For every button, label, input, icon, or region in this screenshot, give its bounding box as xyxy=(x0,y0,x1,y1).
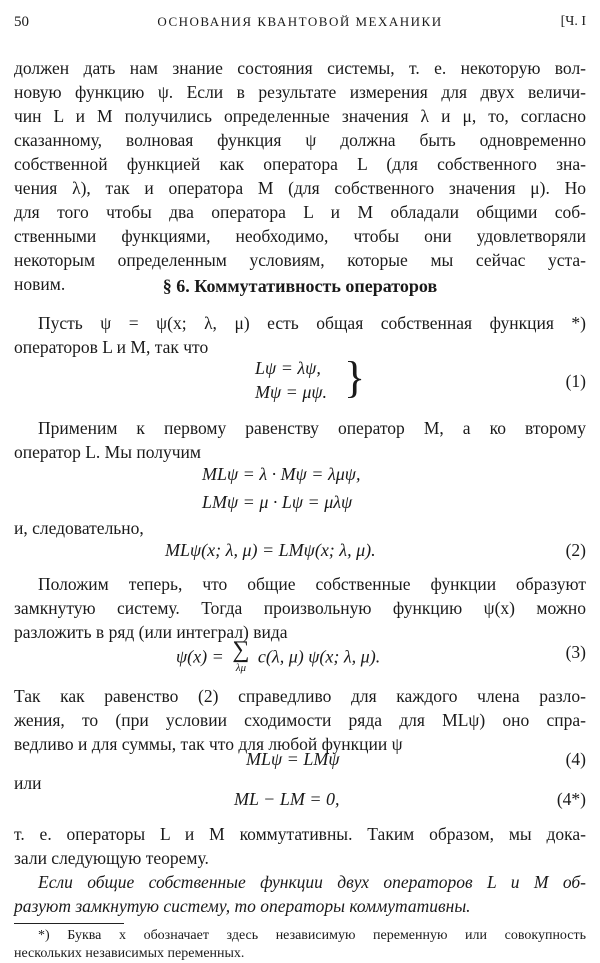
equation-line: MLψ = λ · Mψ = λμψ, xyxy=(202,464,361,484)
theorem-statement xyxy=(14,870,586,918)
paragraph-apply xyxy=(14,416,586,464)
chapter-label: [Ч. I xyxy=(560,14,586,29)
text-line: ственными функциями, необходимо, чтобы они удовлетворяли xyxy=(14,226,586,246)
brace-symbol: } xyxy=(344,353,366,402)
equation-number: (4*) xyxy=(556,789,586,809)
text-line: разуют замкнутую систему, то операторы коммутативны. xyxy=(14,896,471,916)
equation-line: Lψ = λψ, xyxy=(255,358,321,378)
equation-number: (4) xyxy=(565,749,586,769)
page-header xyxy=(14,14,586,36)
text-line: некоторым определенным условиям, которые мы сейчас уста- xyxy=(14,250,586,270)
text-line: Если общие собственные функции двух операторов L и M об- xyxy=(38,872,586,892)
text-line: должен дать нам знание состояния системы, т. е. некоторую вол- xyxy=(14,58,586,78)
section-heading: § 6. Коммутативность операторов xyxy=(162,276,438,296)
sigma-symbol: ∑ xyxy=(232,637,250,663)
text-line: т. е. операторы L и M коммутативны. Таким образом, мы дока- xyxy=(14,824,586,844)
text-line: *) Буква x обозначает здесь независимую переменную или совокупность xyxy=(38,928,586,943)
equation-4: MLψ = LMψ xyxy=(246,749,340,769)
text-line: и, следовательно, xyxy=(14,518,144,538)
equation-commute-steps xyxy=(202,460,360,516)
paragraph-series xyxy=(14,684,586,756)
text-line: зали следующую теорему. xyxy=(14,848,209,868)
text-line: для того чтобы два оператора L и M обладали общими соб- xyxy=(14,202,586,222)
text-line: ведливо и для суммы, так что для любой функции ψ xyxy=(14,734,403,754)
text-line: чения λ), так и оператора M (для собственного значения μ). Но xyxy=(14,178,586,198)
running-title: ОСНОВАНИЯ КВАНТОВОЙ МЕХАНИКИ xyxy=(157,14,443,29)
equation-number: (1) xyxy=(565,371,586,391)
text-line: Так как равенство (2) справедливо для каждого члена разло- xyxy=(14,686,586,706)
summation-symbol xyxy=(232,637,250,674)
text-line: операторов L и M, так что xyxy=(14,337,209,357)
equation-3 xyxy=(176,637,381,674)
paragraph-therefore xyxy=(14,516,586,540)
equation-1 xyxy=(255,356,327,404)
text-line: сказанному, волновая функция ψ должна быть одновременно xyxy=(14,130,586,150)
text-line: или xyxy=(14,773,42,793)
summation-index: λμ xyxy=(235,662,247,674)
text-line: Положим теперь, что общие собственные функции образуют xyxy=(38,574,586,594)
page-number: 50 xyxy=(14,14,29,30)
text-line: оператор L. Мы получим xyxy=(14,442,201,462)
text-line: Применим к первому равенству оператор M, а ко второму xyxy=(38,418,586,438)
equation-4-star: ML − LM = 0, xyxy=(234,789,340,809)
text-line: замкнутую систему. Тогда произвольную функцию ψ(x) можно xyxy=(14,598,586,618)
text-line: жения, то (при условии сходимости ряда для MLψ) оно спра- xyxy=(14,710,586,730)
text-line: новую функцию ψ. Если в результате измерения для двух величи- xyxy=(14,82,586,102)
text-line: разложить в ряд (или интеграл) вида xyxy=(14,622,288,642)
text-line: чин L и M получились определенные значения λ и μ, то, согласно xyxy=(14,106,586,126)
paragraph-closed-system xyxy=(14,572,586,644)
equation-number: (2) xyxy=(565,540,586,560)
equation-2: MLψ(x; λ, μ) = LMψ(x; λ, μ). xyxy=(165,540,376,560)
footnote xyxy=(14,927,586,963)
text-line: новим. xyxy=(14,274,66,294)
text-line: нескольких независимых переменных. xyxy=(14,946,245,961)
equation-line: Mψ = μψ. xyxy=(255,382,328,402)
text-line: Пусть ψ = ψ(x; λ, μ) есть общая собственная функция *) xyxy=(38,313,586,333)
equation-part: ψ(x) = xyxy=(176,646,224,667)
text-line: собственной функцией как оператора L (для собственного зна- xyxy=(14,154,586,174)
paragraph-conclusion xyxy=(14,822,586,870)
equation-part: c(λ, μ) ψ(x; λ, μ). xyxy=(257,646,381,667)
equation-number: (3) xyxy=(565,642,586,662)
footnote-divider xyxy=(14,923,124,924)
paragraph-eigenfunction xyxy=(14,311,586,359)
paragraph-intro xyxy=(14,56,586,296)
equation-line: LMψ = μ · Lψ = μλψ xyxy=(202,492,353,512)
